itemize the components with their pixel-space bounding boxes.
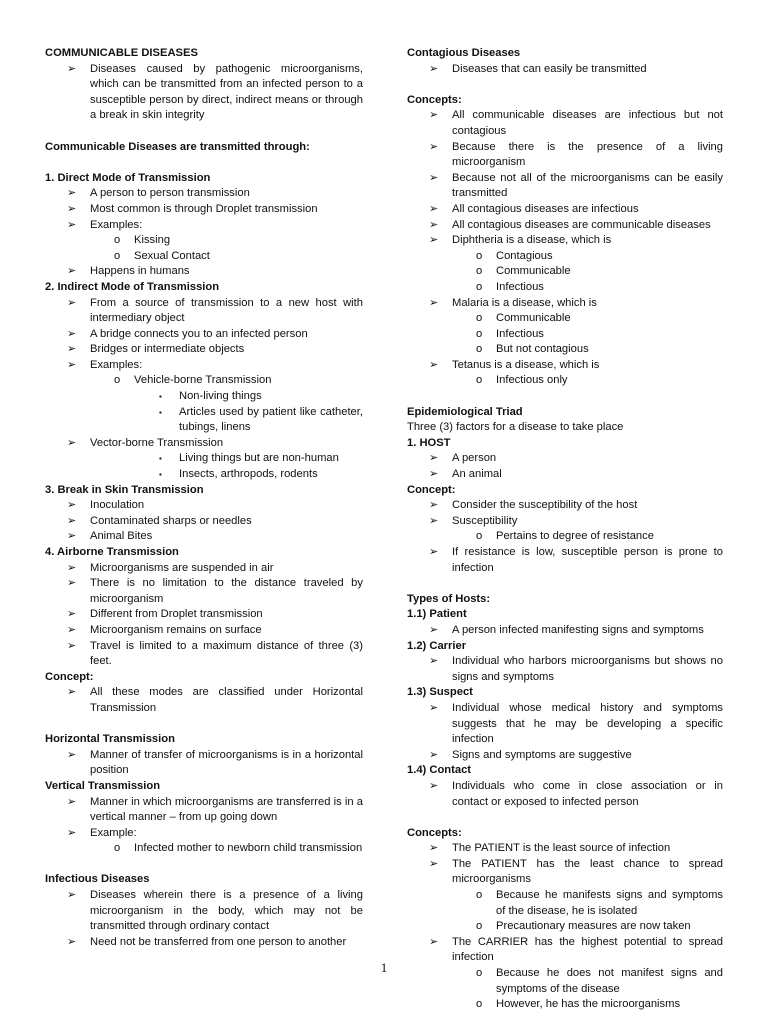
arrow-bullet-icon: ➢ [67,748,77,761]
spacer [45,124,363,140]
bullet-item-level-1 [407,108,723,139]
circle-bullet-icon: o [476,280,483,293]
bullet-item-level-2 [407,327,723,343]
spacer [407,77,723,93]
arrow-bullet-icon: ➢ [67,935,77,948]
bullet-item-level-2 [407,311,723,327]
bullet-item-level-1 [45,576,363,607]
bullet-text: Diphtheria is a disease, which is [452,234,612,247]
bullet-item-level-1 [407,358,723,374]
section-heading: Horizontal Transmission [45,733,175,746]
bullet-text: Living things but are non-human [179,452,339,465]
section-heading: COMMUNICABLE DISEASES [45,47,198,59]
arrow-bullet-icon: ➢ [67,530,77,543]
section-heading: Concept: [45,670,94,683]
bullet-item-level-1 [407,451,723,467]
bullet-text: Signs and symptoms are suggestive [452,748,632,761]
spacer [45,857,363,873]
bullet-text: Diseases that can easily be transmitted [452,62,647,75]
square-bullet-icon: ▪ [159,392,162,402]
bullet-text: Bridges or intermediate objects [90,343,245,356]
circle-bullet-icon: o [476,889,483,902]
bullet-text: Sexual Contact [134,249,210,262]
section-heading: 1. Direct Mode of Transmission [45,171,211,184]
arrow-bullet-icon: ➢ [67,577,77,590]
bullet-item-level-1 [45,498,363,514]
square-bullet-icon: ▪ [159,470,162,480]
bullet-item-level-2 [45,841,363,857]
bullet-text: A person [452,452,497,465]
bullet-text: Susceptibility [452,514,518,527]
bullet-item-level-1 [407,202,723,218]
bullet-text: The PATIENT is the least source of infection [452,842,671,855]
bullet-item-level-1 [45,685,363,716]
bullet-text: Because there is the presence of a living microorganism [452,140,723,169]
bullet-item-level-1 [45,607,363,623]
bullet-item-level-1 [45,826,363,842]
arrow-bullet-icon: ➢ [429,218,439,231]
bullet-item-level-1 [407,514,723,530]
bullet-text: Tetanus is a disease, which is [452,358,600,371]
bullet-text: The PATIENT has the least chance to spread microorganisms [452,857,723,886]
arrow-bullet-icon: ➢ [429,546,439,558]
circle-bullet-icon: o [114,374,121,387]
bullet-item-level-2 [407,264,723,280]
bullet-text: There is no limitation to the distance traveled by microorganism [90,577,363,605]
page-number: 1 [380,960,388,975]
bullet-text: Individual whose medical history and symptoms suggests that he may be developing a specific infection [452,701,723,746]
section-heading: Concept: [407,483,456,496]
bullet-text: Pertains to degree of resistance [496,530,654,543]
bullet-text: Examples: [90,358,143,371]
bullet-text: Vehicle-borne Transmission [134,374,272,387]
bullet-text: Infectious only [496,374,568,387]
section-heading: 1.4) Contact [407,764,472,777]
bullet-text: Contagious [496,249,553,262]
bullet-text: From a source of transmission to a new host with intermediary object [90,296,363,325]
section-heading: Concepts: [407,826,462,839]
arrow-bullet-icon: ➢ [67,889,77,902]
section-heading: Types of Hosts: [407,592,491,605]
arrow-bullet-icon: ➢ [67,623,77,636]
circle-bullet-icon: o [114,234,121,247]
bullet-text: Insects, arthropods, rodents [179,468,318,481]
bullet-item-level-1 [45,623,363,639]
bullet-text: Individuals who come in close association or in contact or exposed to infected person [452,779,723,808]
circle-bullet-icon: o [476,374,483,387]
bullet-text: Precautionary measures are now taken [496,920,691,933]
circle-bullet-icon: o [476,920,483,933]
bullet-item-level-1 [45,218,363,234]
arrow-bullet-icon: ➢ [67,436,77,449]
arrow-bullet-icon: ➢ [67,608,77,621]
bullet-text: Travel is limited to a maximum distance of three (3) feet. [90,639,363,668]
bullet-item-level-3 [45,389,363,405]
arrow-bullet-icon: ➢ [67,187,77,200]
circle-bullet-icon: o [114,842,121,855]
arrow-bullet-icon: ➢ [67,202,77,215]
bullet-item-level-1 [407,233,723,249]
bullet-item-level-2 [407,919,723,935]
arrow-bullet-icon: ➢ [429,655,439,668]
bullet-item-level-3 [45,467,363,483]
arrow-bullet-icon: ➢ [67,62,77,75]
arrow-bullet-icon: ➢ [429,140,439,153]
bullet-text: Non-living things [179,390,262,403]
spacer [45,155,363,171]
square-bullet-icon: ▪ [159,454,162,464]
bullet-item-level-1 [407,467,723,483]
arrow-bullet-icon: ➢ [67,296,77,309]
bullet-text: Contaminated sharps or needles [90,514,252,527]
bullet-text: Vector-borne Transmission [90,436,224,449]
arrow-bullet-icon: ➢ [429,857,439,870]
bullet-item-level-2 [407,997,723,1013]
circle-bullet-icon: o [476,343,483,356]
bullet-item-level-3 [45,451,363,467]
bullet-text: But not contagious [496,343,589,356]
bullet-item-level-2 [407,373,723,389]
bullet-item-level-1 [407,779,723,810]
bullet-item-level-2 [407,280,723,296]
bullet-text: Microorganisms are suspended in air [90,561,274,574]
bullet-text: Communicable [496,265,571,278]
bullet-text: Most common is through Droplet transmission [90,202,318,215]
bullet-item-level-1 [45,935,363,951]
bullet-text: A person infected manifesting signs and symptoms [452,623,704,636]
arrow-bullet-icon: ➢ [429,62,439,75]
bullet-item-level-1 [407,654,723,685]
bullet-text: Malaria is a disease, which is [452,296,597,309]
bullet-item-level-1 [407,62,723,78]
arrow-bullet-icon: ➢ [429,935,439,948]
bullet-item-level-1 [407,623,723,639]
section-heading: Infectious Diseases [45,873,150,886]
bullet-text: A person to person transmission [90,187,250,200]
bullet-item-level-2 [45,249,363,265]
circle-bullet-icon: o [114,249,121,262]
arrow-bullet-icon: ➢ [429,202,439,215]
arrow-bullet-icon: ➢ [67,639,77,652]
bullet-item-level-1 [45,795,363,826]
bullet-item-level-2 [407,342,723,358]
bullet-item-level-1 [45,358,363,374]
bullet-item-level-2 [407,529,723,545]
bullet-item-level-1 [407,701,723,748]
bullet-item-level-1 [407,841,723,857]
bullet-item-level-1 [407,218,723,234]
section-heading: Communicable Diseases are transmitted through: [45,140,310,153]
spacer [407,389,723,405]
bullet-text: All contagious diseases are communicable diseases [452,218,711,231]
arrow-bullet-icon: ➢ [429,748,439,761]
bullet-item-level-1 [407,296,723,312]
bullet-item-level-2 [407,888,723,919]
bullet-text: Infectious [496,327,544,340]
bullet-text: All communicable diseases are infectious but not contagious [452,109,723,137]
bullet-item-level-1 [45,186,363,202]
bullet-item-level-1 [407,545,723,576]
bullet-text: Examples: [90,218,143,231]
circle-bullet-icon: o [476,998,483,1011]
circle-bullet-icon: o [476,967,483,980]
section-heading: 1.2) Carrier [407,639,467,652]
bullet-text: Animal Bites [90,530,153,543]
section-heading: 4. Airborne Transmission [45,546,179,558]
arrow-bullet-icon: ➢ [67,343,77,356]
bullet-text: Manner of transfer of microorganisms is in a horizontal position [90,748,363,777]
bullet-item-level-1 [45,202,363,218]
section-heading: Epidemiological Triad [407,405,523,418]
bullet-item-level-1 [45,561,363,577]
bullet-text: However, he has the microorganisms [496,998,681,1011]
spacer [45,717,363,733]
bullet-item-level-1 [45,888,363,935]
bullet-item-level-1 [45,342,363,358]
arrow-bullet-icon: ➢ [429,234,439,247]
arrow-bullet-icon: ➢ [67,499,77,512]
spacer [407,576,723,592]
bullet-item-level-1 [407,857,723,888]
section-heading: 1. HOST [407,436,451,449]
arrow-bullet-icon: ➢ [429,779,439,792]
left-column [45,46,363,950]
bullet-text: Need not be transferred from one person to another [90,935,347,948]
bullet-item-level-1 [45,748,363,779]
arrow-bullet-icon: ➢ [429,468,439,481]
section-heading: 1.3) Suspect [407,686,473,699]
bullet-text: Because he manifests signs and symptoms of the disease, he is isolated [496,889,723,917]
arrow-bullet-icon: ➢ [67,358,77,371]
bullet-text: Microorganism remains on surface [90,623,262,636]
bullet-text: Because not all of the microorganisms can be easily transmitted [452,171,723,200]
section-heading: 3. Break in Skin Transmission [45,483,204,496]
bullet-text: Different from Droplet transmission [90,608,263,621]
bullet-text: The CARRIER has the highest potential to spread infection [452,935,723,964]
arrow-bullet-icon: ➢ [429,358,439,371]
bullet-text: Happens in humans [90,265,190,278]
bullet-item-level-1 [45,327,363,343]
section-heading: Concepts: [407,93,462,106]
arrow-bullet-icon: ➢ [429,514,439,527]
square-bullet-icon: ▪ [159,407,162,417]
arrow-bullet-icon: ➢ [67,795,77,808]
bullet-text: Articles used by patient like catheter, tubings, linens [179,405,363,434]
arrow-bullet-icon: ➢ [67,514,77,527]
bullet-text: Individual who harbors microorganisms but shows no signs and symptoms [452,655,723,683]
bullet-text: Infectious [496,280,544,293]
arrow-bullet-icon: ➢ [429,452,439,465]
bullet-text: A bridge connects you to an infected person [90,327,308,340]
arrow-bullet-icon: ➢ [67,327,77,340]
circle-bullet-icon: o [476,312,483,325]
arrow-bullet-icon: ➢ [429,842,439,855]
bullet-text: Infected mother to newborn child transmission [134,842,363,855]
bullet-text: An animal [452,468,502,481]
bullet-item-level-3 [45,405,363,436]
bullet-item-level-1 [407,171,723,202]
circle-bullet-icon: o [476,249,483,262]
section-heading: 1.1) Patient [407,608,467,621]
bullet-item-level-1 [45,62,363,124]
bullet-text: Example: [90,826,137,839]
section-heading: 2. Indirect Mode of Transmission [45,280,220,293]
arrow-bullet-icon: ➢ [67,218,77,231]
bullet-item-level-1 [45,436,363,452]
bullet-text: Diseases wherein there is a presence of a living microorganism in the body, which may not be transmitted through ordinary contact [90,889,363,933]
bullet-text: If resistance is low, susceptible person is prone to infection [452,546,723,574]
bullet-text: Inoculation [90,499,145,512]
bullet-text: Manner in which microorganisms are transferred is in a vertical manner – from up going down [90,795,363,824]
bullet-text: Diseases caused by pathogenic microorganisms, which can be transmitted from an infected person to a susceptible person by direct, indirect means or through a break in skin integrity [90,62,363,122]
bullet-text: All contagious diseases are infectious [452,202,639,215]
arrow-bullet-icon: ➢ [429,499,439,512]
arrow-bullet-icon: ➢ [429,701,439,714]
bullet-item-level-1 [407,140,723,171]
arrow-bullet-icon: ➢ [429,109,439,122]
bullet-text: All these modes are classified under Horizontal Transmission [90,686,363,714]
arrow-bullet-icon: ➢ [67,826,77,839]
bullet-item-level-1 [407,498,723,514]
circle-bullet-icon: o [476,265,483,278]
bullet-text: Kissing [134,234,171,247]
bullet-item-level-2 [45,233,363,249]
paragraph: Three (3) factors for a disease to take place [407,421,624,434]
arrow-bullet-icon: ➢ [67,265,77,278]
bullet-item-level-1 [45,296,363,327]
arrow-bullet-icon: ➢ [429,171,439,184]
arrow-bullet-icon: ➢ [429,623,439,636]
bullet-item-level-1 [45,529,363,545]
bullet-item-level-1 [45,514,363,530]
circle-bullet-icon: o [476,327,483,340]
bullet-text: Consider the susceptibility of the host [452,499,638,512]
right-column [407,46,723,1013]
bullet-text: Communicable [496,312,571,325]
section-heading: Contagious Diseases [407,47,521,59]
arrow-bullet-icon: ➢ [67,561,77,574]
bullet-item-level-2 [45,373,363,389]
bullet-item-level-1 [45,264,363,280]
circle-bullet-icon: o [476,530,483,543]
arrow-bullet-icon: ➢ [67,686,77,699]
bullet-item-level-1 [407,748,723,764]
spacer [407,810,723,826]
bullet-item-level-2 [407,249,723,265]
bullet-item-level-1 [45,639,363,670]
bullet-text: Because he does not manifest signs and symptoms of the disease [496,967,723,995]
section-heading: Vertical Transmission [45,779,161,792]
arrow-bullet-icon: ➢ [429,296,439,309]
